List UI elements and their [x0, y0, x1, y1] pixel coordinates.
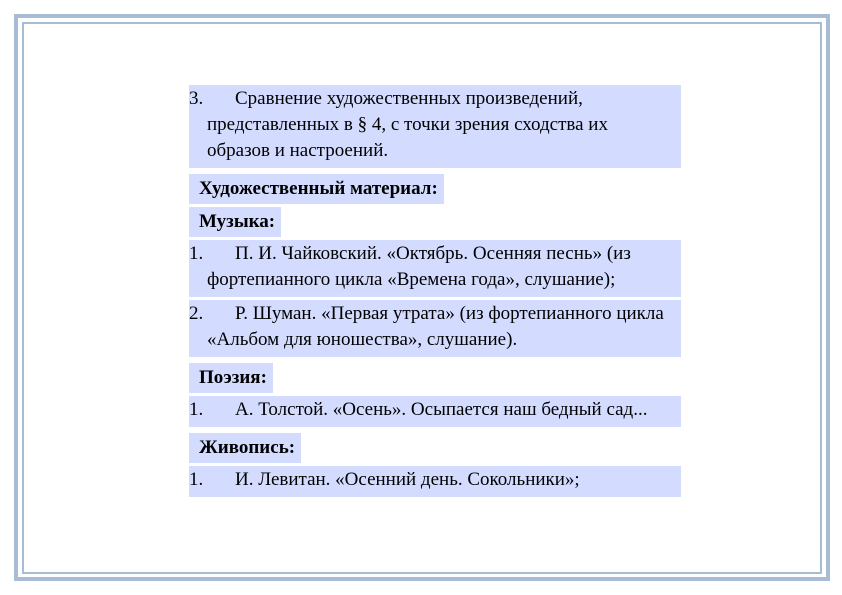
list-text: Р. Шуман. «Первая утрата» (из фортепианного цикла «Альбом для юношества», слушание). [207, 303, 664, 350]
section-heading-painting: Живопись: [189, 433, 301, 463]
intro-list-item [189, 85, 681, 168]
list-text: И. Левитан. «Осенний день. Сокольники»; [235, 469, 580, 490]
list-item [189, 300, 681, 357]
list-item [189, 240, 681, 297]
list-number: 1. [189, 469, 204, 490]
list-text: Сравнение художественных произведений, представленных в § 4, с точки зрения сходства их образов и настроений. [207, 88, 608, 161]
section-heading-music: Музыка: [189, 207, 281, 237]
list-number: 3. [189, 88, 204, 109]
list-number: 2. [189, 303, 204, 324]
material-heading: Художественный материал: [189, 174, 444, 204]
list-text: П. И. Чайковский. «Октябрь. Осенняя песнь» (из фортепианного цикла «Времена года», слушание); [207, 243, 631, 290]
slide-content [189, 85, 681, 500]
section-heading-poetry: Поэзия: [189, 363, 273, 393]
list-item [189, 396, 681, 427]
list-text: А. Толстой. «Осень». Осыпается наш бедный сад... [235, 399, 648, 420]
list-number: 1. [189, 399, 204, 420]
list-item [189, 466, 681, 497]
list-number: 1. [189, 243, 204, 264]
